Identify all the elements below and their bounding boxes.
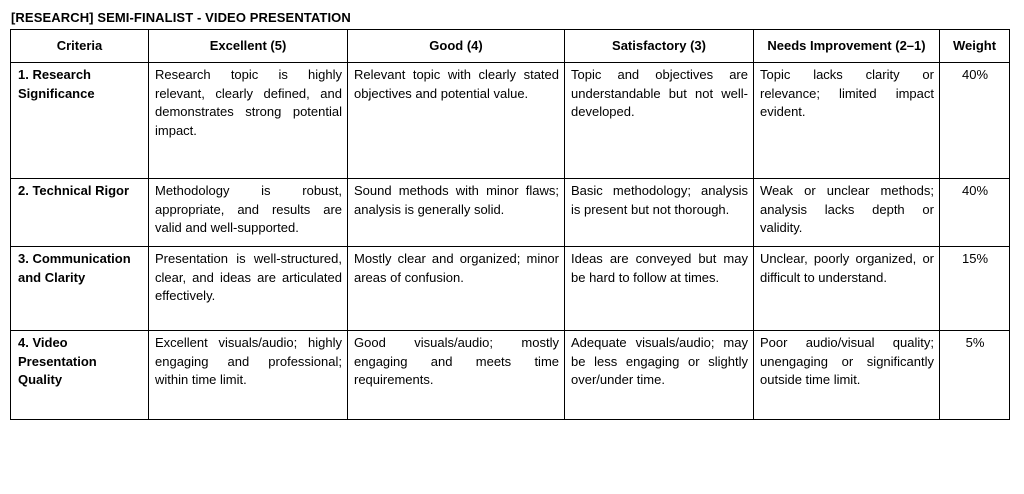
header-good: Good (4) bbox=[348, 30, 565, 63]
satisfactory-cell: Adequate visuals/audio; may be less engaging or slightly over/under time. bbox=[565, 331, 754, 420]
needs-improvement-cell: Weak or unclear methods; analysis lacks depth or validity. bbox=[754, 179, 940, 247]
criteria-cell: 4. Video Presentation Quality bbox=[11, 331, 149, 420]
good-cell: Relevant topic with clearly stated objectives and potential value. bbox=[348, 63, 565, 179]
satisfactory-cell: Ideas are conveyed but may be hard to follow at times. bbox=[565, 247, 754, 331]
rubric-table bbox=[10, 29, 1010, 420]
table-row bbox=[11, 331, 1010, 420]
weight-cell: 40% bbox=[940, 63, 1010, 179]
weight-cell: 40% bbox=[940, 179, 1010, 247]
table-row bbox=[11, 247, 1010, 331]
good-cell: Good visuals/audio; mostly engaging and meets time requirements. bbox=[348, 331, 565, 420]
header-criteria: Criteria bbox=[11, 30, 149, 63]
excellent-cell: Methodology is robust, appropriate, and results are valid and well-supported. bbox=[149, 179, 348, 247]
table-row bbox=[11, 63, 1010, 179]
criteria-cell: 2. Technical Rigor bbox=[11, 179, 149, 247]
good-cell: Sound methods with minor flaws; analysis is generally solid. bbox=[348, 179, 565, 247]
criteria-cell: 3. Communication and Clarity bbox=[11, 247, 149, 331]
header-needs-improvement: Needs Improvement (2–1) bbox=[754, 30, 940, 63]
excellent-cell: Excellent visuals/audio; highly engaging and professional; within time limit. bbox=[149, 331, 348, 420]
needs-improvement-cell: Topic lacks clarity or relevance; limited impact evident. bbox=[754, 63, 940, 179]
weight-cell: 5% bbox=[940, 331, 1010, 420]
satisfactory-cell: Basic methodology; analysis is present but not thorough. bbox=[565, 179, 754, 247]
excellent-cell: Presentation is well-structured, clear, and ideas are articulated effectively. bbox=[149, 247, 348, 331]
header-weight: Weight bbox=[940, 30, 1010, 63]
header-satisfactory: Satisfactory (3) bbox=[565, 30, 754, 63]
document-title: [RESEARCH] SEMI-FINALIST - VIDEO PRESENTATION bbox=[11, 10, 351, 25]
needs-improvement-cell: Poor audio/visual quality; unengaging or significantly outside time limit. bbox=[754, 331, 940, 420]
weight-cell: 15% bbox=[940, 247, 1010, 331]
header-row bbox=[11, 30, 1010, 63]
good-cell: Mostly clear and organized; minor areas of confusion. bbox=[348, 247, 565, 331]
needs-improvement-cell: Unclear, poorly organized, or difficult to understand. bbox=[754, 247, 940, 331]
criteria-cell: 1. Research Significance bbox=[11, 63, 149, 179]
excellent-cell: Research topic is highly relevant, clearly defined, and demonstrates strong potential impact. bbox=[149, 63, 348, 179]
header-excellent: Excellent (5) bbox=[149, 30, 348, 63]
table-row bbox=[11, 179, 1010, 247]
satisfactory-cell: Topic and objectives are understandable but not well-developed. bbox=[565, 63, 754, 179]
